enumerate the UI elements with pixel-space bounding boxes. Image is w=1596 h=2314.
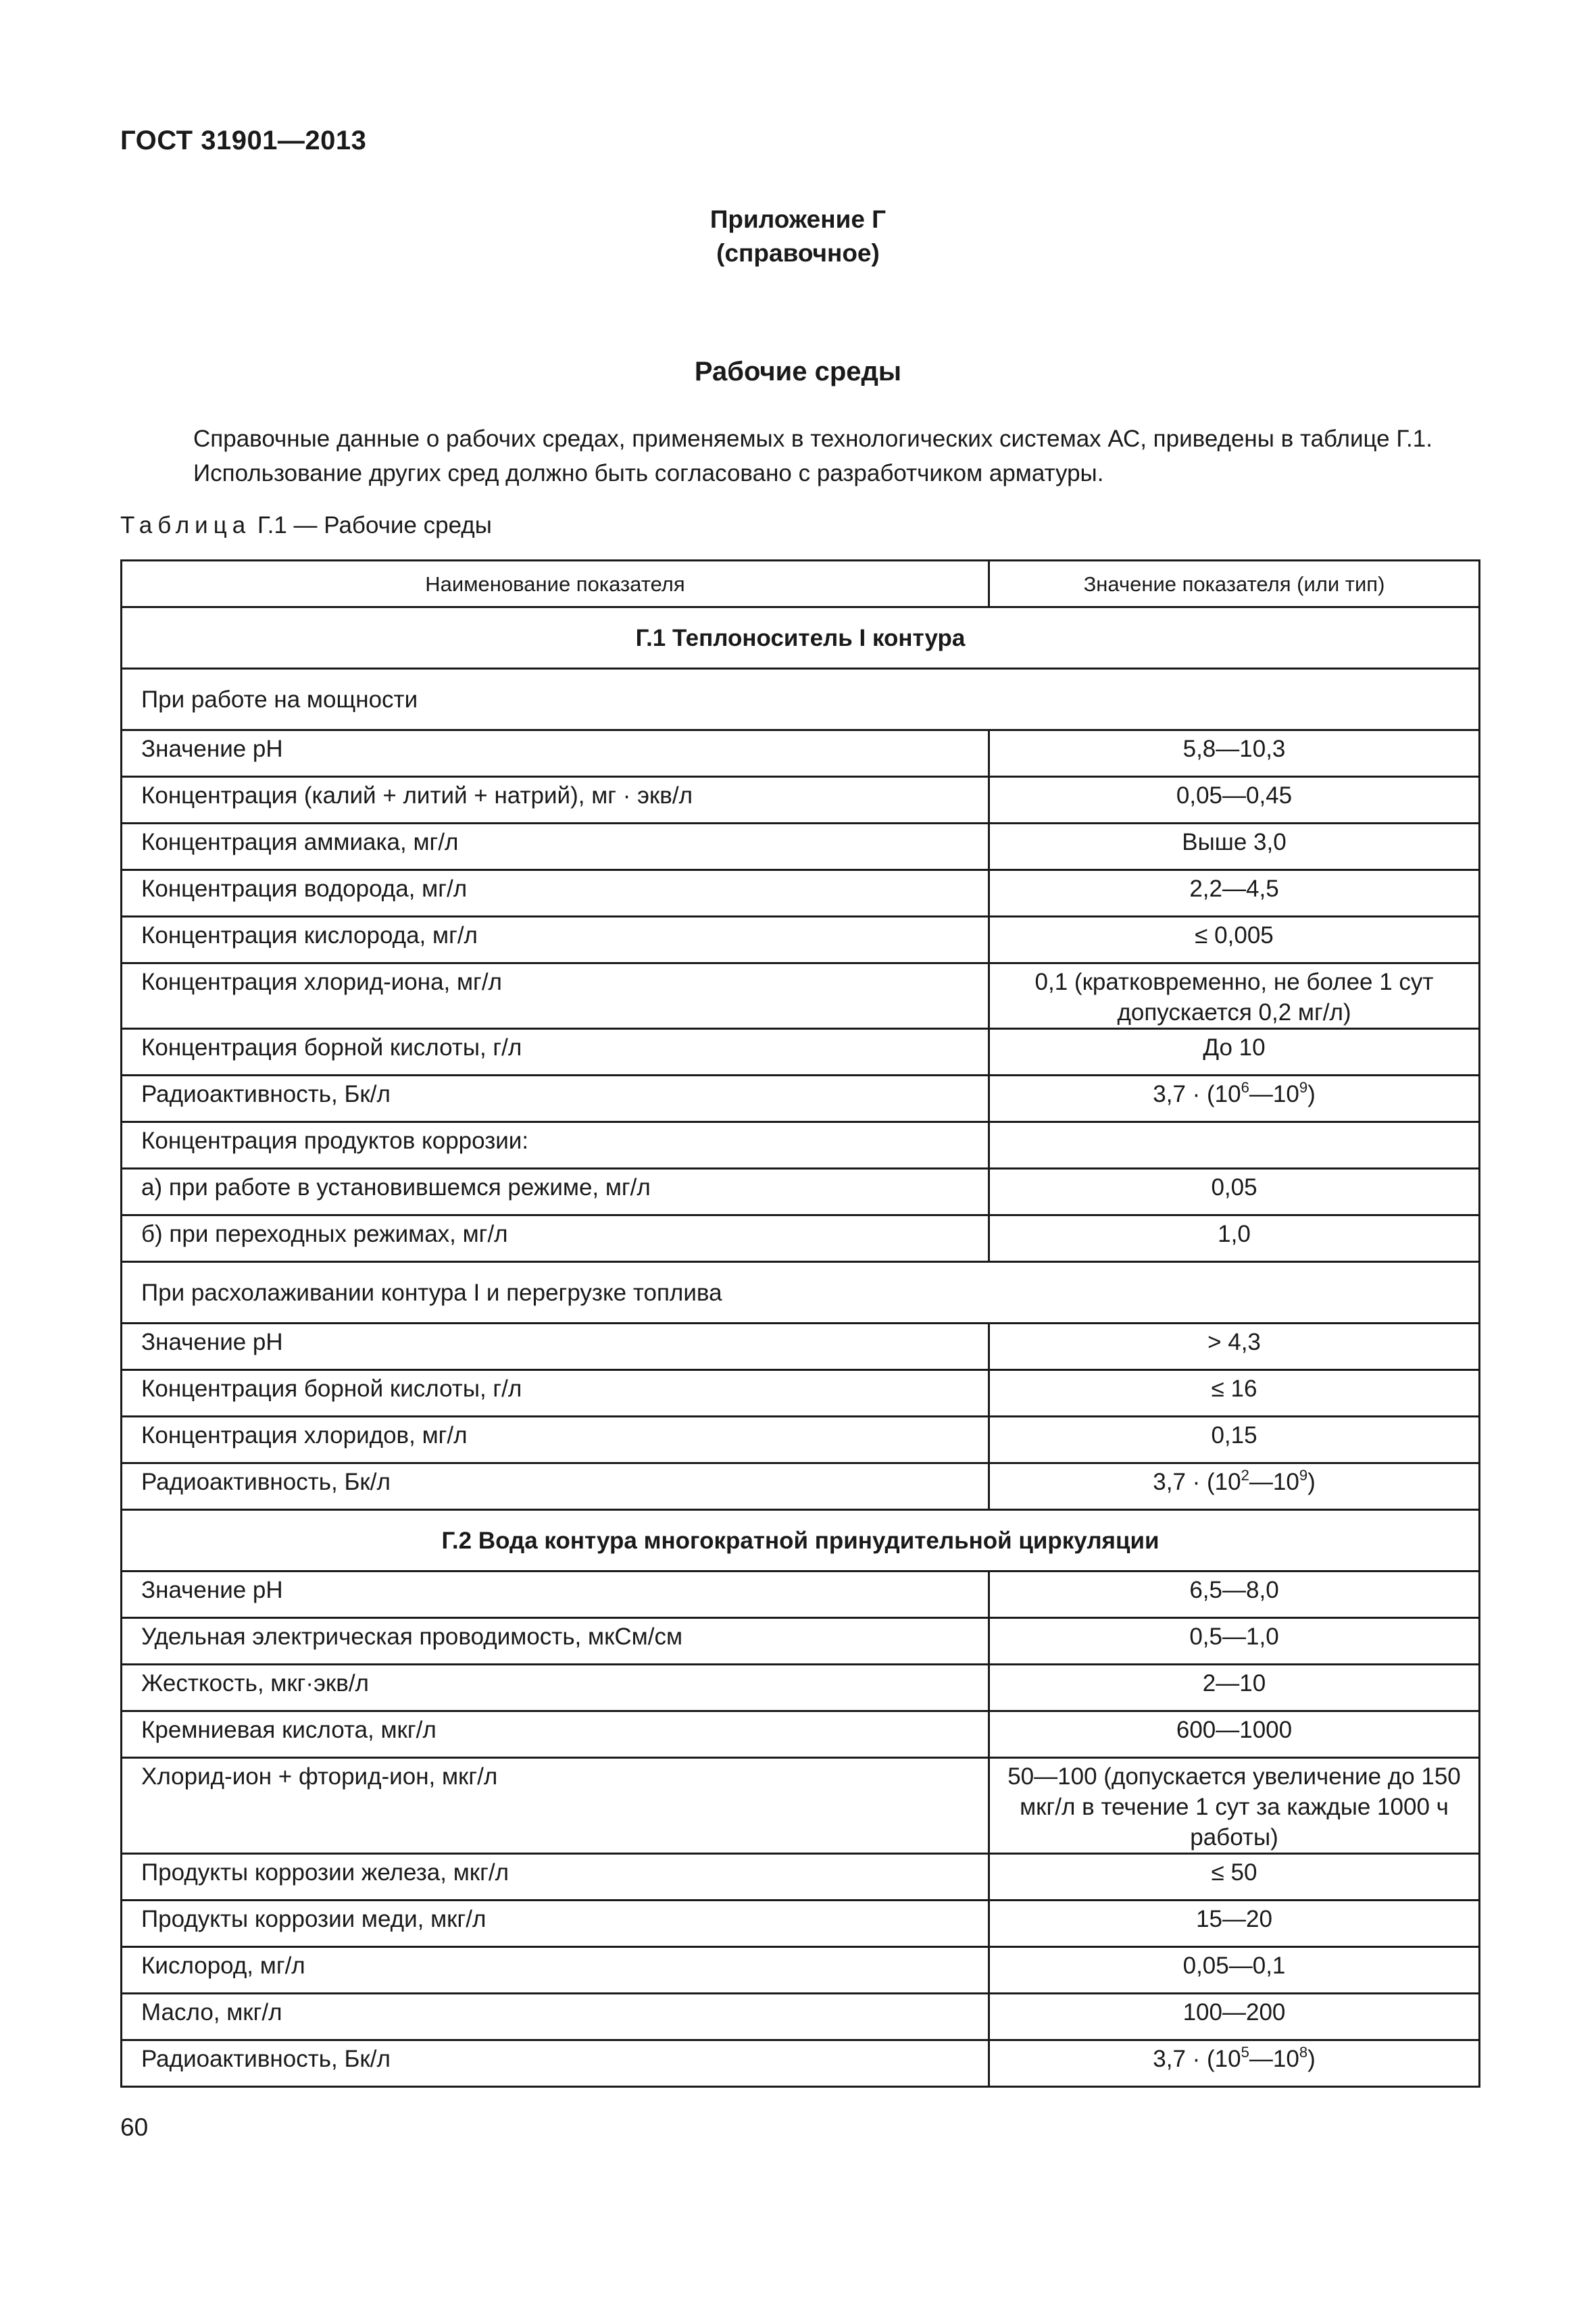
parameter-value: 0,15 (989, 1417, 1480, 1463)
value-exponent: 8 (1299, 2044, 1308, 2061)
parameter-value: До 10 (989, 1029, 1480, 1076)
group-header-row (122, 1510, 1480, 1571)
parameter-name: Значение pH (122, 1571, 989, 1618)
parameter-name: Значение pH (122, 730, 989, 777)
table-caption-text: Г.1 — Рабочие среды (251, 512, 492, 538)
parameter-value: 2—10 (989, 1665, 1480, 1711)
parameter-value: 0,05—0,1 (989, 1947, 1480, 1994)
subheader-label: При расхолаживании контура I и перегрузке топлива (122, 1262, 1480, 1324)
parameter-value: 2,2—4,5 (989, 870, 1480, 917)
parameter-name: б) при переходных режимах, мг/л (122, 1215, 989, 1262)
subheader-row (122, 669, 1480, 730)
parameter-name: Продукты коррозии меди, мкг/л (122, 1901, 989, 1947)
column-header-name: Наименование показателя (122, 561, 989, 607)
table-row (122, 963, 1480, 1029)
parameter-value (989, 1122, 1480, 1169)
parameter-value: 600—1000 (989, 1711, 1480, 1758)
table-row (122, 1711, 1480, 1758)
appendix-heading (0, 203, 1596, 270)
parameter-value: Выше 3,0 (989, 824, 1480, 870)
parameter-name: Концентрация борной кислоты, г/л (122, 1029, 989, 1076)
parameter-value: 0,1 (кратковременно, не более 1 сут допускается 0,2 мг/л) (989, 963, 1480, 1029)
parameter-name: Жесткость, мкг·экв/л (122, 1665, 989, 1711)
value-mid: —10 (1249, 1081, 1299, 1107)
table-row (122, 1758, 1480, 1854)
table-row (122, 1215, 1480, 1262)
parameter-name: Радиоактивность, Бк/л (122, 1463, 989, 1510)
parameter-value: 0,05—0,45 (989, 777, 1480, 824)
parameter-name: Концентрация хлоридов, мг/л (122, 1417, 989, 1463)
table-row (122, 824, 1480, 870)
value-base: 3,7 · (10 (1153, 1081, 1241, 1107)
table-row (122, 777, 1480, 824)
value-mid: —10 (1249, 2046, 1299, 2072)
parameter-name: Хлорид-ион + фторид-ион, мкг/л (122, 1758, 989, 1854)
section-title: Рабочие среды (694, 357, 902, 386)
table-row (122, 1665, 1480, 1711)
group-title: Г.2 Вода контура многократной принудительной циркуляции (122, 1510, 1480, 1571)
document-code: ГОСТ 31901—2013 (120, 126, 367, 155)
parameter-name: Радиоактивность, Бк/л (122, 1076, 989, 1122)
value-end: ) (1307, 2046, 1316, 2072)
parameter-value: 100—200 (989, 1994, 1480, 2040)
parameter-name: Радиоактивность, Бк/л (122, 2040, 989, 2087)
table-row (122, 1417, 1480, 1463)
column-header-value: Значение показателя (или тип) (989, 561, 1480, 607)
parameter-name: Концентрация водорода, мг/л (122, 870, 989, 917)
table-row (122, 870, 1480, 917)
table-row (122, 1618, 1480, 1665)
parameter-name: а) при работе в установившемся режиме, мг/л (122, 1169, 989, 1215)
parameter-value (989, 1463, 1480, 1510)
table-row (122, 1169, 1480, 1215)
value-exponent: 2 (1241, 1467, 1249, 1484)
table-row (122, 1029, 1480, 1076)
parameter-name: Концентрация борной кислоты, г/л (122, 1370, 989, 1417)
appendix-type: (справочное) (716, 239, 880, 267)
parameter-value: 0,05 (989, 1169, 1480, 1215)
table-header-row (122, 561, 1480, 607)
table-row (122, 917, 1480, 963)
parameter-value: ≤ 50 (989, 1854, 1480, 1901)
parameter-name: Концентрация кислорода, мг/л (122, 917, 989, 963)
parameter-name: Значение pH (122, 1324, 989, 1370)
parameter-name: Концентрация продуктов коррозии: (122, 1122, 989, 1169)
table-row (122, 1854, 1480, 1901)
parameter-name: Масло, мкг/л (122, 1994, 989, 2040)
parameter-value: 5,8—10,3 (989, 730, 1480, 777)
parameter-value: 50—100 (допускается увеличение до 150 мкг/л в течение 1 сут за каждые 1000 ч работы) (989, 1758, 1480, 1854)
table-row (122, 1324, 1480, 1370)
intro-line-2: Использование других сред должно быть согласовано с разработчиком арматуры. (193, 460, 1104, 486)
parameter-value: ≤ 0,005 (989, 917, 1480, 963)
parameter-value: 6,5—8,0 (989, 1571, 1480, 1618)
parameter-value: 15—20 (989, 1901, 1480, 1947)
parameter-name: Кремниевая кислота, мкг/л (122, 1711, 989, 1758)
table-body (122, 607, 1480, 2087)
parameter-value (989, 1076, 1480, 1122)
table-row (122, 1122, 1480, 1169)
table-row (122, 1370, 1480, 1417)
intro-line-1: Справочные данные о рабочих средах, применяемых в технологических системах АС, приведены в таблице Г.1. (193, 426, 1432, 452)
table-row (122, 1571, 1480, 1618)
table-row (122, 2040, 1480, 2087)
appendix-title: Приложение Г (709, 205, 887, 233)
group-header-row (122, 607, 1480, 669)
media-table (120, 559, 1480, 2088)
value-exponent: 5 (1241, 2044, 1249, 2061)
group-title: Г.1 Теплоноситель I контура (122, 607, 1480, 669)
parameter-name: Удельная электрическая проводимость, мкСм/см (122, 1618, 989, 1665)
table-row (122, 1901, 1480, 1947)
value-exponent: 9 (1299, 1467, 1308, 1484)
value-base: 3,7 · (10 (1153, 1469, 1241, 1495)
table-row (122, 730, 1480, 777)
parameter-name: Концентрация аммиака, мг/л (122, 824, 989, 870)
page-number: 60 (120, 2113, 149, 2141)
parameter-value: > 4,3 (989, 1324, 1480, 1370)
parameter-value: 1,0 (989, 1215, 1480, 1262)
parameter-name: Концентрация хлорид-иона, мг/л (122, 963, 989, 1029)
parameter-name: Кислород, мг/л (122, 1947, 989, 1994)
intro-paragraph (120, 422, 1478, 491)
parameter-name: Концентрация (калий + литий + натрий), мг · экв/л (122, 777, 989, 824)
parameter-value: 0,5—1,0 (989, 1618, 1480, 1665)
table-caption-word: Таблица (120, 512, 251, 538)
value-mid: —10 (1249, 1469, 1299, 1495)
parameter-value (989, 2040, 1480, 2087)
subheader-label: При работе на мощности (122, 669, 1480, 730)
value-exponent: 9 (1299, 1079, 1308, 1096)
parameter-value: ≤ 16 (989, 1370, 1480, 1417)
value-exponent: 6 (1241, 1079, 1249, 1096)
table-row (122, 1947, 1480, 1994)
table-row (122, 1463, 1480, 1510)
value-end: ) (1307, 1469, 1316, 1495)
table-row (122, 1994, 1480, 2040)
table-row (122, 1076, 1480, 1122)
value-end: ) (1307, 1081, 1316, 1107)
parameter-name: Продукты коррозии железа, мкг/л (122, 1854, 989, 1901)
table-caption (120, 512, 492, 539)
value-base: 3,7 · (10 (1153, 2046, 1241, 2072)
subheader-row (122, 1262, 1480, 1324)
